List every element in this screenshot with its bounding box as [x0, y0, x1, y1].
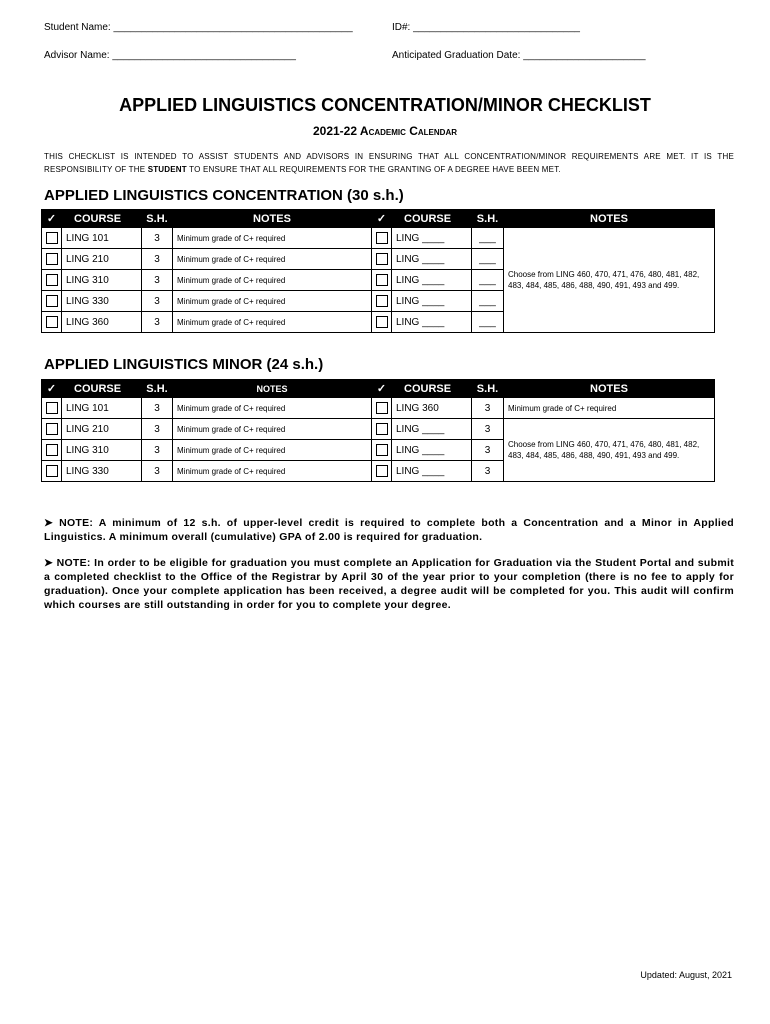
sh-cell: 3 [472, 398, 504, 419]
intro-text [44, 150, 734, 176]
check-header: ✓ [372, 380, 392, 398]
sh-header: S.H. [142, 380, 173, 398]
checkbox[interactable] [46, 253, 58, 265]
sh-cell: 3 [142, 461, 173, 482]
arrow-bullet-icon: ➤ [44, 557, 54, 569]
course-cell[interactable]: LING ____ [392, 440, 472, 461]
check-header: ✓ [372, 210, 392, 228]
checkbox[interactable] [376, 423, 388, 435]
course-cell: LING 101 [62, 398, 142, 419]
sh-cell[interactable]: ___ [472, 270, 504, 291]
arrow-bullet-icon: ➤ [44, 517, 54, 529]
sh-cell: 3 [142, 312, 173, 333]
id-field[interactable]: ID#: ______________________________ [392, 22, 580, 33]
course-cell: LING 310 [62, 270, 142, 291]
course-cell[interactable]: LING ____ [392, 249, 472, 270]
sh-cell: 3 [472, 419, 504, 440]
note-upper-level [44, 516, 734, 544]
sh-cell[interactable]: ___ [472, 228, 504, 249]
course-header: COURSE [62, 380, 142, 398]
sh-cell: 3 [472, 440, 504, 461]
course-cell: LING 330 [62, 291, 142, 312]
table-row [42, 419, 715, 440]
course-cell: LING 210 [62, 419, 142, 440]
table-row [42, 228, 715, 249]
note-cell: Minimum grade of C+ required [173, 419, 372, 440]
minor-heading: APPLIED LINGUISTICS MINOR (24 s.h.) [44, 356, 324, 373]
note-cell: Minimum grade of C+ required [173, 398, 372, 419]
concentration-heading: APPLIED LINGUISTICS CONCENTRATION (30 s.h.) [44, 187, 404, 204]
checkbox[interactable] [46, 444, 58, 456]
sh-cell: 3 [142, 440, 173, 461]
course-cell[interactable]: LING ____ [392, 461, 472, 482]
checkbox[interactable] [376, 295, 388, 307]
checkbox[interactable] [46, 402, 58, 414]
checkbox[interactable] [376, 465, 388, 477]
checkbox[interactable] [46, 316, 58, 328]
notes-header: NOTES [504, 380, 715, 398]
note-cell: Minimum grade of C+ required [173, 249, 372, 270]
sh-cell[interactable]: ___ [472, 312, 504, 333]
table-header-row [42, 210, 715, 228]
course-cell[interactable]: LING ____ [392, 419, 472, 440]
course-header: COURSE [62, 210, 142, 228]
intro-strong: STUDENT [147, 165, 187, 174]
sh-cell: 3 [142, 228, 173, 249]
sh-cell: 3 [142, 249, 173, 270]
course-cell: LING 101 [62, 228, 142, 249]
minor-table [41, 379, 715, 482]
concentration-table [41, 209, 715, 333]
checkbox[interactable] [376, 444, 388, 456]
checkbox[interactable] [46, 295, 58, 307]
updated-date: Updated: August, 2021 [640, 970, 732, 980]
note-text: NOTE: In order to be eligible for graduation you must complete an Application for Graduation via the Student Portal and submit a completed checklist to the Office of the Registrar by April 30 of the year prior to your completion (there is no fee to apply for graduation). Once your complete application has been received, a degree audit will be completed for you. This audit will confirm which courses are still outstanding in order for you to complete your degree. [44, 557, 734, 611]
note-graduation [44, 556, 734, 612]
notes-header: NOTES [504, 210, 715, 228]
sh-cell: 3 [142, 270, 173, 291]
note-cell: Minimum grade of C+ required [173, 461, 372, 482]
note-cell: Minimum grade of C+ required [173, 312, 372, 333]
sh-cell: 3 [142, 291, 173, 312]
note-text: NOTE: A minimum of 12 s.h. of upper-level credit is required to complete both a Concentration and a Minor in Applied Linguistics. A minimum overall (cumulative) GPA of 2.00 is required for graduation. [44, 517, 735, 543]
checkbox[interactable] [376, 274, 388, 286]
course-cell: LING 360 [62, 312, 142, 333]
checkbox[interactable] [376, 402, 388, 414]
course-header: COURSE [392, 210, 472, 228]
note-cell: Minimum grade of C+ required [173, 270, 372, 291]
checkbox[interactable] [46, 232, 58, 244]
note-cell: Minimum grade of C+ required [173, 440, 372, 461]
page-title: APPLIED LINGUISTICS CONCENTRATION/MINOR CHECKLIST [119, 95, 651, 115]
sh-header: S.H. [142, 210, 173, 228]
checkbox[interactable] [46, 274, 58, 286]
course-cell[interactable]: LING ____ [392, 228, 472, 249]
course-cell[interactable]: LING ____ [392, 312, 472, 333]
sh-header: S.H. [472, 210, 504, 228]
intro-part1: THIS CHECKLIST IS INTENDED TO ASSIST STUDENTS AND ADVISORS IN ENSURING THAT ALL CONCENTRATION/MINOR REQUIREMENTS ARE MET. IT IS THE RESPONSIBILITY OF THE [44, 152, 734, 174]
note-cell: Minimum grade of C+ required [173, 291, 372, 312]
checkbox[interactable] [376, 253, 388, 265]
course-cell: LING 310 [62, 440, 142, 461]
note-cell: Minimum grade of C+ required [504, 398, 715, 419]
sh-cell[interactable]: ___ [472, 249, 504, 270]
graduation-date-field[interactable]: Anticipated Graduation Date: ______________________ [392, 50, 646, 61]
page-subtitle: 2021-22 Academic Calendar [312, 124, 458, 138]
advisor-name-field[interactable]: Advisor Name: _________________________________ [44, 50, 296, 61]
check-header: ✓ [42, 210, 62, 228]
note-cell: Minimum grade of C+ required [173, 228, 372, 249]
elective-note-cell: Choose from LING 460, 470, 471, 476, 480, 481, 482, 483, 484, 485, 486, 488, 490, 491, 493 and 499. [504, 228, 715, 333]
notes-header: NOTES [173, 380, 372, 398]
checkbox[interactable] [376, 316, 388, 328]
intro-part2: TO ENSURE THAT ALL REQUIREMENTS FOR THE GRANTING OF A DEGREE HAVE BEEN MET. [186, 165, 561, 174]
sh-cell[interactable]: ___ [472, 291, 504, 312]
checkbox[interactable] [376, 232, 388, 244]
student-name-field[interactable]: Student Name: ___________________________________________ [44, 22, 353, 33]
notes-header: NOTES [173, 210, 372, 228]
checkbox[interactable] [46, 465, 58, 477]
course-cell: LING 330 [62, 461, 142, 482]
check-header: ✓ [42, 380, 62, 398]
course-cell[interactable]: LING ____ [392, 270, 472, 291]
table-header-row [42, 380, 715, 398]
course-cell: LING 360 [392, 398, 472, 419]
course-header: COURSE [392, 380, 472, 398]
sh-cell: 3 [472, 461, 504, 482]
sh-cell: 3 [142, 398, 173, 419]
sh-cell: 3 [142, 419, 173, 440]
elective-note-cell: Choose from LING 460, 470, 471, 476, 480, 481, 482, 483, 484, 485, 486, 488, 490, 491, 493 and 499. [504, 419, 715, 482]
course-cell[interactable]: LING ____ [392, 291, 472, 312]
table-row [42, 398, 715, 419]
sh-header: S.H. [472, 380, 504, 398]
course-cell: LING 210 [62, 249, 142, 270]
checkbox[interactable] [46, 423, 58, 435]
